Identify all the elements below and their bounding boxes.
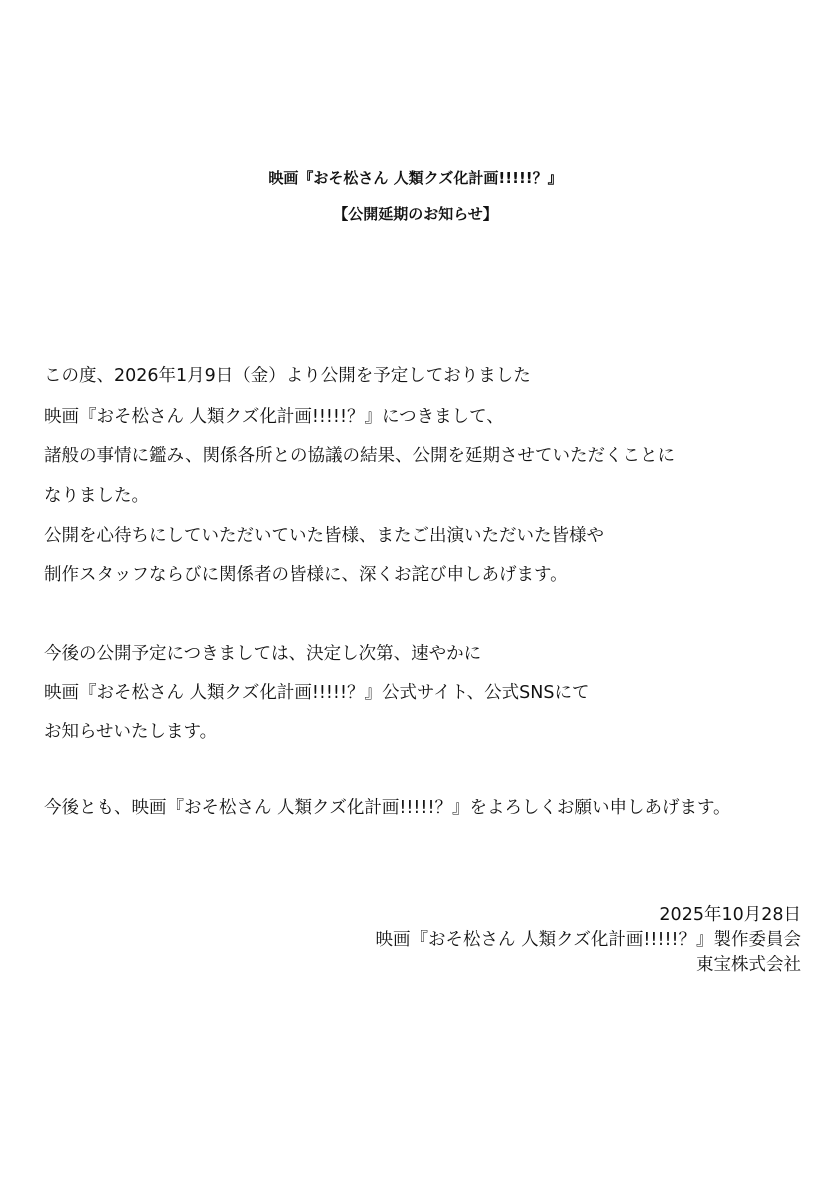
body-line: この度、2026年1月9日（金）より公開を予定しておりました [44,366,531,386]
signature-block [376,903,801,978]
signature-date: 2025年10月28日 [659,905,801,925]
body-line: お知らせいたします。 [44,722,218,742]
body-line: 映画『おそ松さん 人類クズ化計画!!!!!？』公式サイト、公式SNSにて [44,683,590,703]
body-line: 制作スタッフならびに関係者の皆様に、深くお詫び申しあげます。 [44,565,568,585]
title-line-announcement: 【公開延期のお知らせ】 [333,205,498,223]
body-line: なりました。 [44,486,149,506]
title-line-movie: 映画『おそ松さん 人類クズ化計画!!!!!？』 [268,169,563,187]
notice-title [0,160,831,232]
body-line: 公開を心待ちにしていただいていた皆様、またご出演いただいた皆様や [44,526,604,546]
body-line: 今後とも、映画『おそ松さん 人類クズ化計画!!!!!？』をよろしくお願い申しあげます。 [44,798,731,818]
body-line: 今後の公開予定につきましては、決定し次第、速やかに [44,644,482,664]
signature-committee: 映画『おそ松さん 人類クズ化計画!!!!!？』製作委員会 [375,930,801,950]
body-line: 映画『おそ松さん 人類クズ化計画!!!!!？』につきまして、 [44,407,504,427]
signature-company: 東宝株式会社 [696,955,801,975]
body-line: 諸般の事情に鑑み、関係各所との協議の結果、公開を延期させていただくことに [44,446,676,466]
